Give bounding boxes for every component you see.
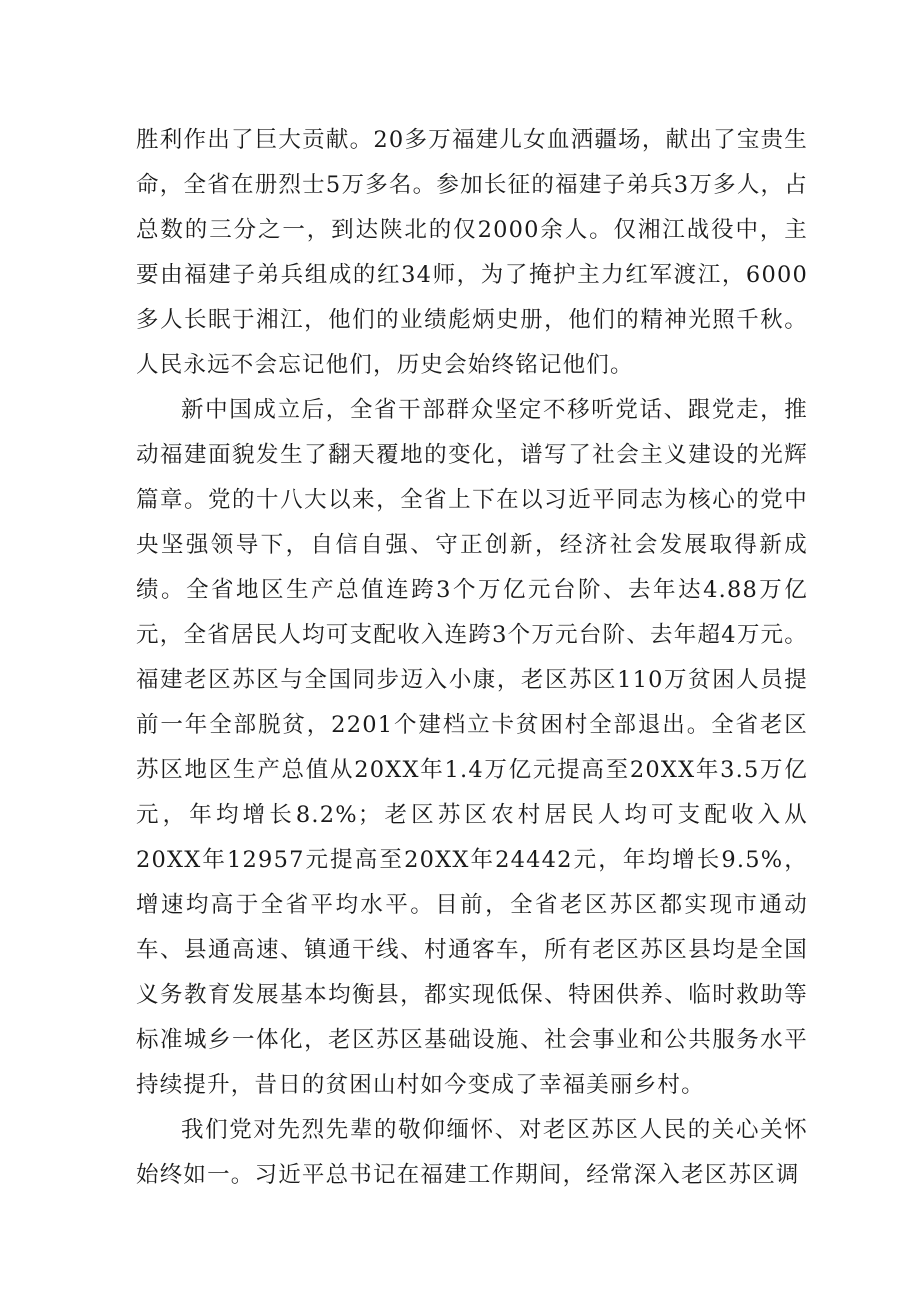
paragraph-1: 胜利作出了巨大贡献。20多万福建儿女血洒疆场，献出了宝贵生命，全省在册烈士5万多名。参加长征的福建子弟兵3万多人，占总数的三分之一，到达陕北的仅2000余人。仅湘江战役中，主要由福建子弟兵组成的红34师，为了掩护主力红军渡江，6000多人长眠于湘江，他们的业绩彪炳史册，他们的精神光照千秋。人民永远不会忘记他们，历史会始终铭记他们。 bbox=[136, 127, 808, 378]
paragraph-2: 新中国成立后，全省干部群众坚定不移听党话、跟党走，推动福建面貌发生了翻天覆地的变化，谱写了社会主义建设的光辉篇章。党的十八大以来，全省上下在以习近平同志为核心的党中央坚强领导下，自信自强、守正创新，经济社会发展取得新成绩。全省地区生产总值连跨3个万亿元台阶、去年达4.88万亿元，全省居民人均可支配收入连跨3个万元台阶、去年超4万元。福建老区苏区与全国同步迈入小康，老区苏区110万贫困人员提前一年全部脱贫，2201个建档立卡贫困村全部退出。全省老区苏区地区生产总值从20XX年1.4万亿元提高至20XX年3.5万亿元，年均增长8.2%；老区苏区农村居民人均可支配收入从20XX年12957元提高至20XX年24442元，年均增长9.5%，增速均高于全省平均水平。目前，全省老区苏区都实现市通动车、县通高速、镇通干线、村通客车，所有老区苏区县均是全国义务教育发展基本均衡县，都实现低保、特困供养、临时救助等标准城乡一体化，老区苏区基础设施、社会事业和公共服务水平持续提升，昔日的贫困山村如今变成了幸福美丽乡村。 bbox=[136, 397, 808, 1098]
document-body bbox=[136, 118, 808, 1198]
paragraph-3: 我们党对先烈先辈的敬仰缅怀、对老区苏区人民的关心关怀始终如一。习近平总书记在福建工作期间，经常深入老区苏区调 bbox=[136, 1117, 808, 1188]
